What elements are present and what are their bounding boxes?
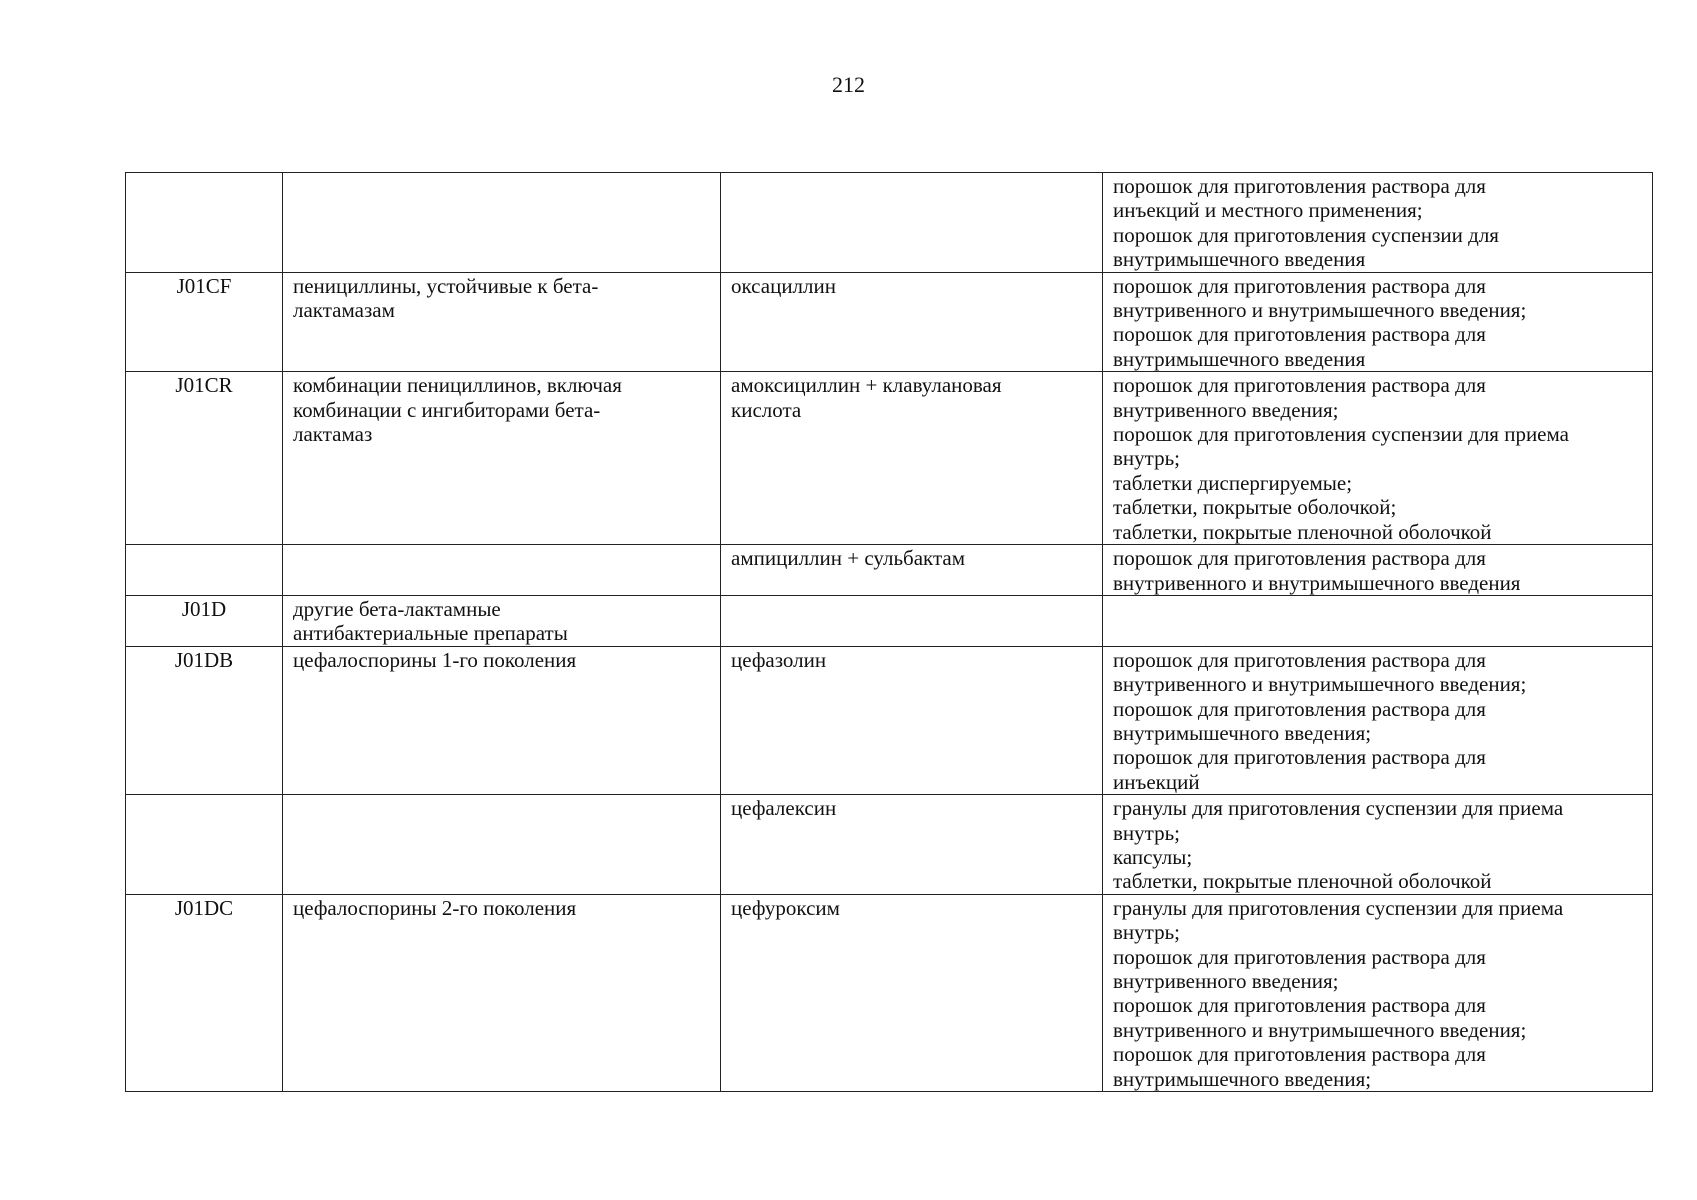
dosage-form-line: внутривенного введения; [1113,397,1339,422]
atc-code-cell [126,173,283,273]
group-cell [283,372,721,545]
atc-code-cell: J01D [126,595,283,646]
table-row [126,372,1653,545]
drug-cell [721,173,1103,273]
dosage-form-line: внутривенного и внутримышечного введения [1113,570,1521,595]
table-row [126,173,1653,273]
dosage-form-line: внутривенного и внутримышечного введения; [1113,672,1527,697]
table-row [126,646,1653,794]
group-cell [283,595,721,646]
dosage-form-cell [1103,646,1653,794]
dosage-form-cell [1103,595,1653,646]
table-row [126,595,1653,646]
dosage-form-line: внутрь; [1113,920,1180,945]
dosage-form-line: таблетки, покрытые пленочной оболочкой [1113,869,1492,894]
drug-cell [721,272,1103,372]
dosage-form-line: внутримышечного введения; [1113,1066,1372,1091]
dosage-form-line: внутримышечного введения [1113,346,1366,371]
drug-line: цефуроксим [731,895,840,920]
dosage-form-line: порошок для приготовления раствора для [1113,373,1486,398]
table-row [126,272,1653,372]
dosage-form-line: порошок для приготовления раствора для [1113,745,1486,770]
group-cell [283,795,721,895]
dosage-form-cell [1103,545,1653,596]
drug-line: цефалексин [731,796,837,821]
dosage-form-line: порошок для приготовления раствора для [1113,174,1486,198]
drug-line: амоксициллин + клавулановая [731,373,1002,398]
group-line: комбинации с ингибиторами бета- [293,397,601,422]
group-cell [283,894,721,1091]
dosage-form-cell [1103,894,1653,1091]
dosage-form-cell [1103,272,1653,372]
drug-cell [721,646,1103,794]
dosage-form-line: внутрь; [1113,446,1180,471]
dosage-form-line: гранулы для приготовления суспензии для приема [1113,796,1564,821]
dosage-form-line: таблетки, покрытые пленочной оболочкой [1113,519,1492,544]
group-cell [283,545,721,596]
dosage-form-cell [1103,795,1653,895]
drug-cell [721,372,1103,545]
dosage-form-line: порошок для приготовления суспензии для [1113,222,1499,247]
drug-line: кислота [731,397,802,422]
table-row [126,894,1653,1091]
dosage-form-line: порошок для приготовления раствора для [1113,993,1486,1018]
dosage-form-line: порошок для приготовления раствора для [1113,696,1486,721]
atc-code-cell [126,545,283,596]
group-line: лактамазам [293,298,395,323]
table-body [126,173,1653,1092]
dosage-form-line: порошок для приготовления суспензии для приема [1113,422,1569,447]
dosage-form-line: внутримышечного введения [1113,247,1366,272]
dosage-form-line: гранулы для приготовления суспензии для приема [1113,895,1564,920]
dosage-form-line: порошок для приготовления раствора для [1113,273,1486,298]
group-line: цефалоспорины 1-го поколения [293,647,577,672]
atc-code-cell: J01DC [126,894,283,1091]
group-cell [283,173,721,273]
group-line: комбинации пенициллинов, включая [293,373,622,398]
dosage-form-line: капсулы; [1113,844,1193,869]
dosage-form-line: порошок для приготовления раствора для [1113,647,1486,672]
dosage-form-cell [1103,372,1653,545]
dosage-form-line: таблетки, покрытые оболочкой; [1113,495,1397,520]
dosage-form-line: внутривенного введения; [1113,969,1339,993]
page-number: 212 [832,72,865,97]
dosage-form-line: внутрь; [1113,820,1180,845]
group-cell [283,272,721,372]
drug-line: оксациллин [731,273,836,298]
dosage-form-line: порошок для приготовления раствора для [1113,322,1486,347]
group-line: лактамаз [293,422,373,447]
drug-cell [721,545,1103,596]
group-line: антибактериальные препараты [293,621,568,646]
drug-table [125,172,1653,1092]
dosage-form-line: внутривенного и внутримышечного введения; [1113,1017,1527,1042]
drug-line: цефазолин [731,647,827,672]
dosage-form-cell [1103,173,1653,273]
dosage-form-line: инъекций и местного применения; [1113,198,1423,223]
atc-code-cell: J01DB [126,646,283,794]
dosage-form-line: порошок для приготовления раствора для [1113,1042,1486,1067]
group-line: другие бета-лактамные [293,596,501,621]
table-row [126,545,1653,596]
dosage-form-line: инъекций [1113,769,1200,794]
dosage-form-line: таблетки диспергируемые; [1113,470,1353,495]
dosage-form-line: порошок для приготовления раствора для [1113,546,1486,571]
group-line: пенициллины, устойчивые к бета- [293,273,599,298]
group-cell [283,646,721,794]
table-row [126,795,1653,895]
dosage-form-line: порошок для приготовления раствора для [1113,944,1486,969]
atc-code-cell: J01CF [126,272,283,372]
group-line: цефалоспорины 2-го поколения [293,895,577,920]
dosage-form-line: внутримышечного введения; [1113,720,1372,745]
dosage-form-line: внутривенного и внутримышечного введения; [1113,298,1527,323]
drug-cell [721,595,1103,646]
atc-code-cell: J01CR [126,372,283,545]
drug-cell [721,894,1103,1091]
drug-cell [721,795,1103,895]
atc-code-cell [126,795,283,895]
drug-line: ампициллин + сульбактам [731,546,965,571]
